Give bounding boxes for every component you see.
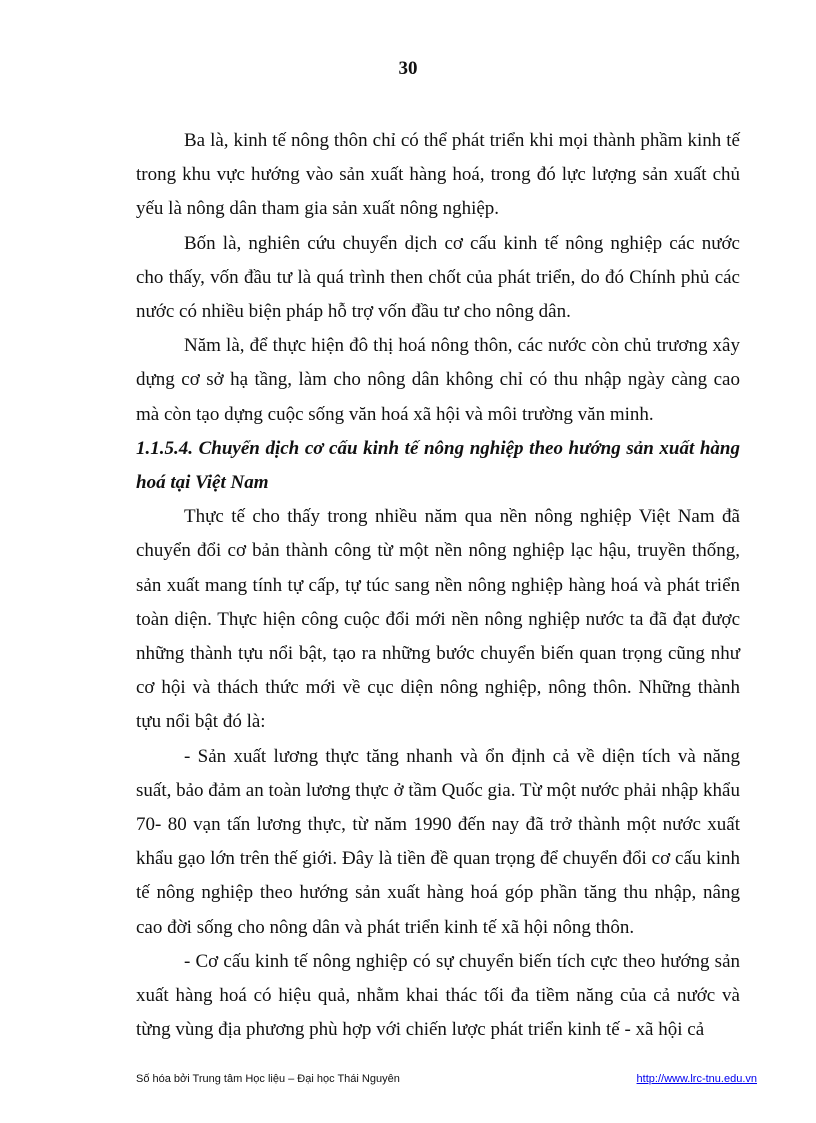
paragraph-ba-la: Ba là, kinh tế nông thôn chỉ có thể phát triển khi mọi thành phầm kinh tế trong khu vực hướng vào sản xuất hàng hoá, trong đó lực lượng sản xuất chủ yếu là nông dân tham gia sản xuất nông nghiệp. — [136, 130, 740, 220]
section-heading: 1.1.5.4. Chuyển dịch cơ cấu kinh tế nông nghiệp theo hướng sản xuất hàng hoá tại Việt Nam — [136, 437, 740, 494]
document-body — [136, 124, 740, 1047]
paragraph-thuc-te: Thực tế cho thấy trong nhiều năm qua nền nông nghiệp Việt Nam đã chuyển đổi cơ bản thành công từ một nền nông nghiệp lạc hậu, truyền thống, sản xuất mang tính tự cấp, tự túc sang nền nông nghiệp hàng hoá và phát triển toàn diện. Thực hiện công cuộc đổi mới nền nông nghiệp nước ta đã đạt được những thành tựu nổi bật, tạo ra những bước chuyển biến quan trọng cũng như cơ hội và thách thức mới về cục diện nông nghiệp, nông thôn. Những thành tựu nổi bật đó là: — [136, 506, 740, 733]
paragraph-san-xuat-luong-thuc: - Sản xuất lương thực tăng nhanh và ổn định cả về diện tích và năng suất, bảo đảm an toàn lương thực ở tầm Quốc gia. Từ một nước phải nhập khẩu 70- 80 vạn tấn lương thực, từ năm 1990 đến nay đã trở thành một nước xuất khẩu gạo lớn trên thế giới. Đây là tiền đề quan trọng để chuyển đổi cơ cấu kinh tế nông nghiệp theo hướng sản xuất hàng hoá góp phần tăng thu nhập, nâng cao đời sống cho nông dân và phát triển kinh tế xã hội nông thôn. — [136, 745, 740, 938]
page-number: 30 — [398, 58, 418, 79]
paragraph-nam-la: Năm là, để thực hiện đô thị hoá nông thôn, các nước còn chủ trương xây dựng cơ sở hạ tầng, làm cho nông dân không chỉ có thu nhập ngày càng cao mà còn tạo dựng cuộc sống văn hoá xã hội và môi trường văn minh. — [136, 335, 740, 425]
footer-source-text: Số hóa bởi Trung tâm Học liệu – Đại học Thái Nguyên — [136, 1073, 400, 1085]
paragraph-bon-la: Bốn là, nghiên cứu chuyển dịch cơ cấu kinh tế nông nghiệp các nước cho thấy, vốn đầu tư là quá trình then chốt của phát triển, do đó Chính phủ các nước có nhiều biện pháp hỗ trợ vốn đầu tư cho nông dân. — [136, 232, 740, 323]
footer-website-link[interactable]: http://www.lrc-tnu.edu.vn — [636, 1073, 757, 1085]
paragraph-co-cau-kinh-te: - Cơ cấu kinh tế nông nghiệp có sự chuyển biến tích cực theo hướng sản xuất hàng hoá có hiệu quả, nhằm khai thác tối đa tiềm năng của cả nước và từng vùng địa phương phù hợp với chiến lược phát triển kinh tế - xã hội cả — [136, 950, 740, 1041]
